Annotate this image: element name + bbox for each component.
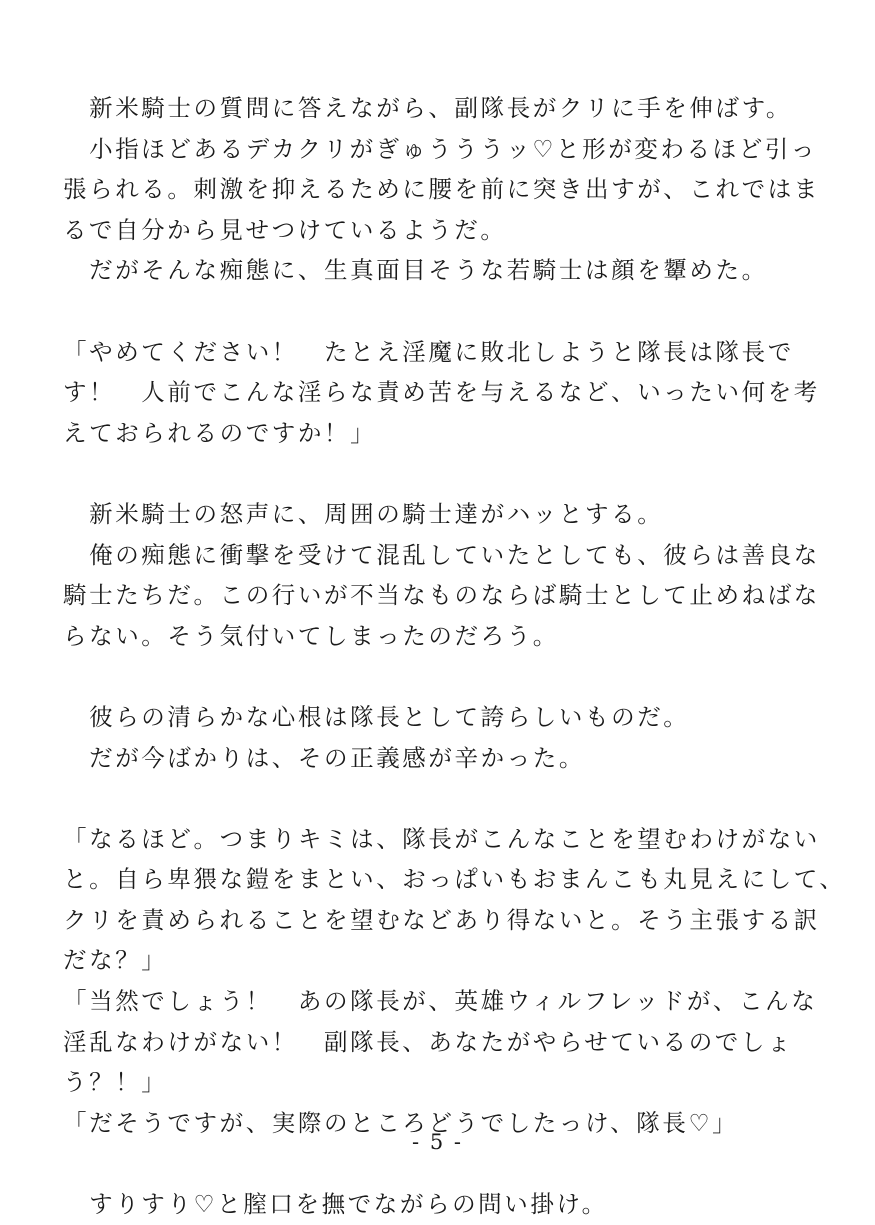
text-line: えておられるのですか！」	[63, 418, 377, 447]
text-line: だな？」	[63, 946, 168, 975]
text-line: 張られる。刺激を抑えるために腰を前に突き出すが、これではま	[63, 175, 820, 204]
text-line: 新米騎士の質問に答えながら、副隊長がクリに手を伸ばす。	[63, 94, 792, 122]
text-line: クリを責められることを望むなどあり得ないと。そう主張する訳	[63, 905, 820, 934]
blank-line	[63, 778, 813, 819]
text-line: う？！」	[63, 1068, 168, 1097]
text-line: らない。そう気付いてしまったのだろう。	[63, 621, 559, 650]
text-line: す！ 人前でこんな淫らな責め苦を与えるなど、いったい何を考	[63, 378, 820, 407]
text-line: 「だそうですが、実際のところどうでしたっけ、隊長♡」	[63, 1108, 739, 1137]
body-text	[63, 88, 846, 1225]
page-number: - 5 -	[412, 1130, 463, 1154]
text-line: 彼らの清らかな心根は隊長として誇らしいものだ。	[63, 702, 690, 731]
text-line: すりすり♡と膣口を撫でながらの問い掛け。	[63, 1190, 608, 1219]
text-line: 「なるほど。つまりキミは、隊長がこんなことを望むわけがない	[63, 824, 820, 853]
blank-line	[63, 656, 813, 697]
text-line: 「やめてください！ たとえ淫魔に敗北しようと隊長は隊長で	[63, 337, 794, 366]
text-line: だが今ばかりは、その正義感が辛かった。	[63, 743, 585, 772]
text-line: 淫乱なわけがない！ 副隊長、あなたがやらせているのでしょ	[63, 1027, 794, 1056]
blank-line	[63, 291, 813, 332]
text-line: と。自ら卑猥な鎧をまとい、おっぱいもおまんこも丸見えにして、	[63, 865, 846, 894]
text-line: 俺の痴態に衝撃を受けて混乱していたとしても、彼らは善良な	[63, 540, 820, 569]
text-line: るで自分から見せつけているようだ。	[63, 215, 507, 244]
text-line: だがそんな痴態に、生真面目そうな若騎士は顔を顰めた。	[63, 256, 768, 285]
text-line: 新米騎士の怒声に、周囲の騎士達がハッとする。	[63, 499, 664, 528]
text-line: 「当然でしょう！ あの隊長が、英雄ウィルフレッドが、こんな	[63, 987, 818, 1016]
blank-line	[63, 453, 813, 494]
text-line: 騎士たちだ。この行いが不当なものならば騎士として止めねばな	[63, 581, 820, 610]
text-line: 小指ほどあるデカクリがぎゅうううッ♡と形が変わるほど引っ	[63, 134, 817, 163]
